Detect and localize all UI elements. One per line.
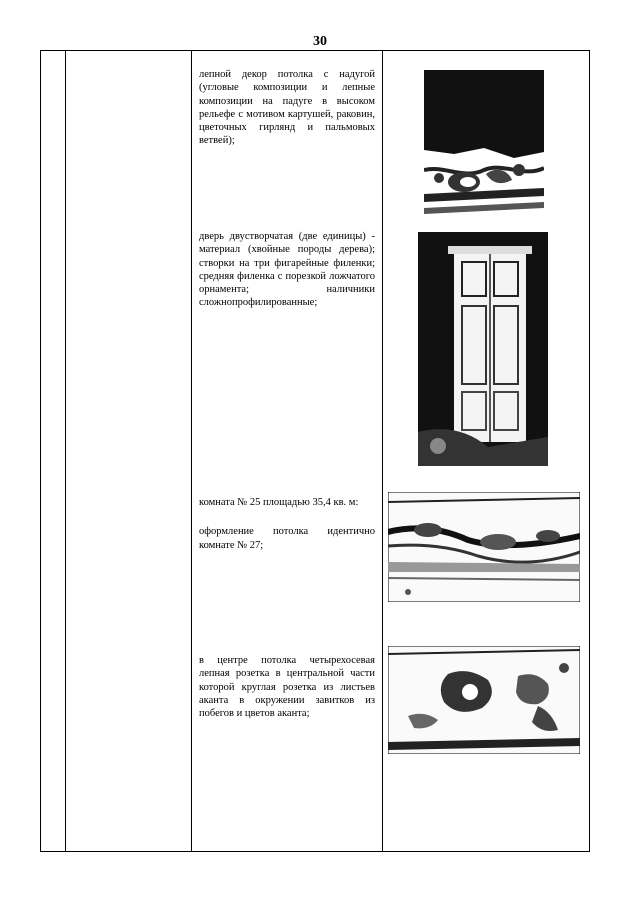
column-divider-2: [191, 51, 192, 851]
ceiling-stucco-photo: [424, 70, 544, 224]
description-text: дверь двустворчатая (две единицы) - материал (хвойные породы дерева); створки на три фигарейные филенки; средняя филенка с порезкой ложчатого орнамента; наличники сложнопрофилированные;: [199, 231, 375, 309]
description-text: оформление потолка идентично комнате № 27;: [199, 526, 375, 551]
column-divider-1: [65, 51, 66, 851]
description-text: лепной декор потолка с надугой (угловые композиции и лепные композиции на падуге в высоком рельефе с мотивом картушей, раковин, цветочных гирлянд и пальмовых ветвей);: [199, 69, 375, 147]
ceiling-cornice-photo: [388, 492, 580, 602]
ceiling-rosette-photo: [388, 646, 580, 754]
description-text: в центре потолка четырехосевая лепная розетка в центральной части которой круглая розетка из листьев аканта в окружении завитков из побегов и цветов аканта;: [199, 655, 375, 720]
room-heading: комната № 25 площадью 35,4 кв. м:: [199, 497, 359, 508]
double-door-photo: [418, 232, 548, 466]
page-number: 30: [313, 34, 327, 49]
description-row-2: [199, 230, 375, 322]
column-divider-3: [382, 51, 383, 851]
description-row-1: [199, 68, 375, 160]
description-row-4: [199, 654, 375, 732]
description-row-3: [199, 496, 375, 564]
